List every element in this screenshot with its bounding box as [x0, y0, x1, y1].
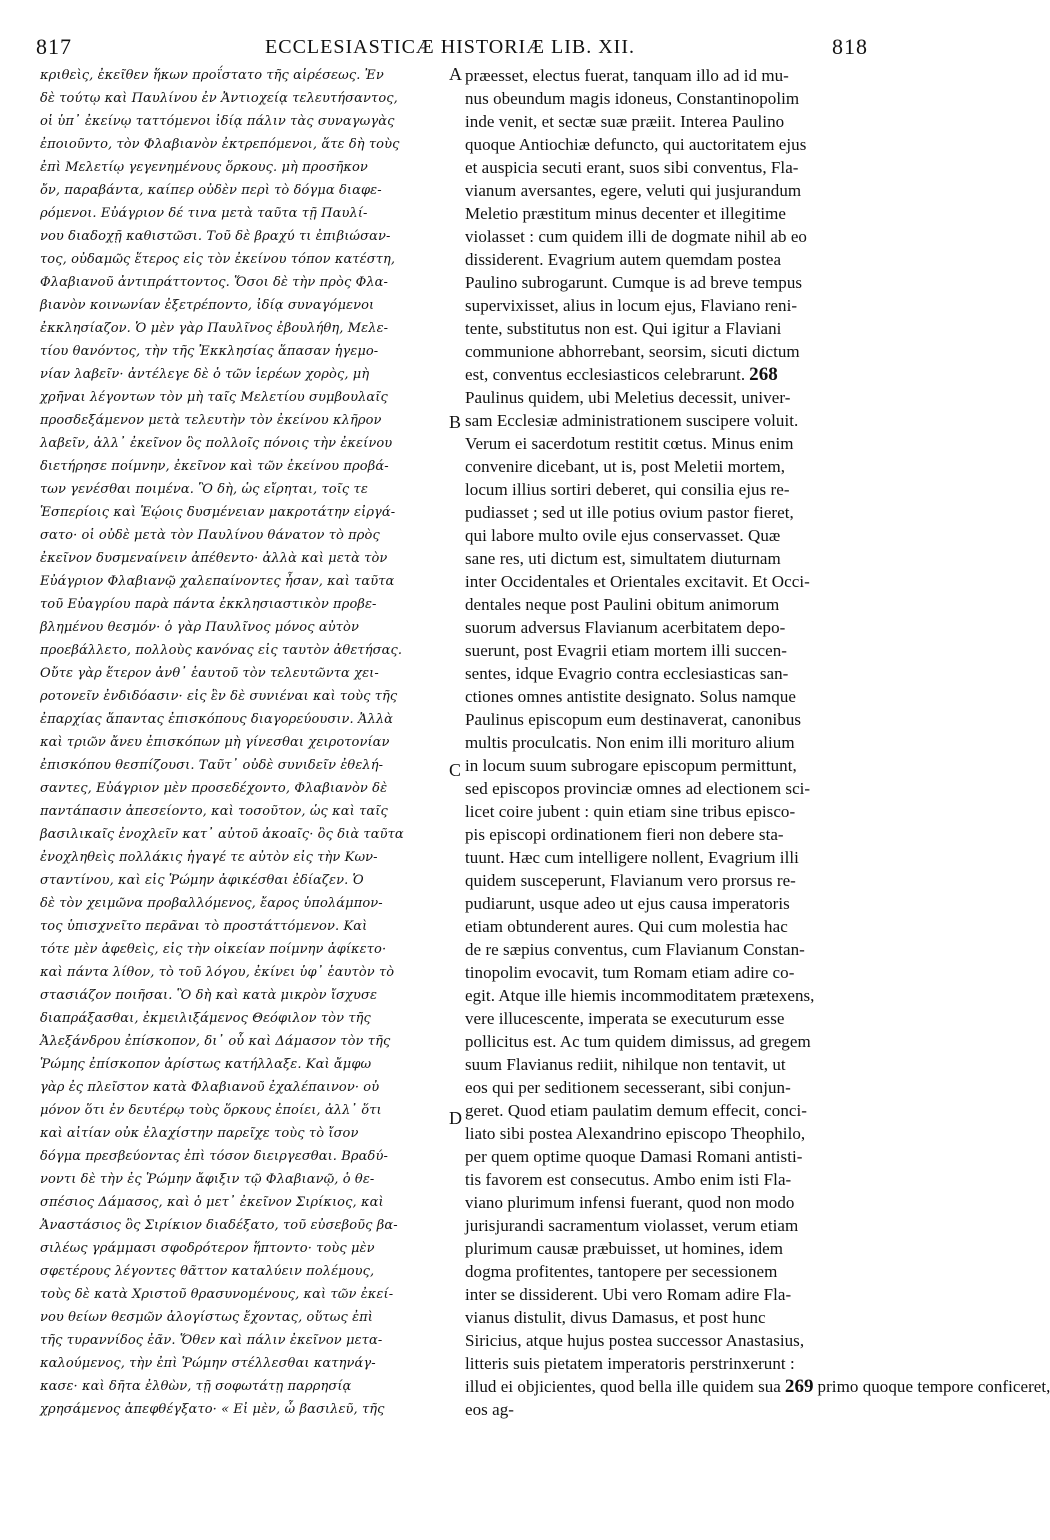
- latin-text-line: Paulino subrogarunt. Cumque is ad breve tempus: [465, 273, 803, 292]
- greek-text-line: τότε μὲν ἀφεθεὶς, εἰς τὴν οἰκείαν ποίμνην ἀφίκετο·: [40, 942, 387, 957]
- greek-text-line: διετήρησε ποίμνην, ἐκεῖνον καὶ τῶν ἐκείνου προβά-: [40, 459, 389, 474]
- greek-text-line: ἐπὶ Μελετίῳ γεγενημένους ὅρκους. μὴ προσῆκον: [40, 160, 368, 175]
- latin-text-line: eos ag-: [465, 1400, 514, 1419]
- greek-text-line: γὰρ ἐς πλεῖστον κατὰ Φλαβιανοῦ ἐχαλέπαινον· οὐ: [40, 1080, 380, 1095]
- latin-text-line: Verum ei sacerdotum restitit cœtus. Minus enim: [465, 434, 794, 453]
- greek-text-line: σταντίνου, καὶ εἰς Ῥώμην ἀφικέσθαι ἐδίαζεν. Ὁ: [40, 873, 364, 888]
- greek-text-line: σφετέρους λέγοντες θᾶττον καταλύειν πολέμους,: [40, 1264, 375, 1279]
- greek-text-line: χρῆναι λέγοντων τὸν μὴ ταῖς Μελετίου συμβουλαῖς: [40, 390, 388, 405]
- latin-text-line: inter Occidentales et Orientales excitavit. Et Occi-: [465, 572, 810, 591]
- latin-text-line: in locum suum subrogare episcopum permittunt,: [465, 756, 797, 775]
- latin-text-line: quoque Antiochiæ defuncto, qui auctoritatem ejus: [465, 135, 807, 154]
- latin-text-line: suerunt, post Evagrii etiam mortem illi succen-: [465, 641, 787, 660]
- greek-text-line: βλημένου θεσμόν· ὁ γὰρ Παυλῖνος μόνος αὐτὸν: [40, 620, 359, 635]
- latin-text-line: eos qui per seditionem secesserant, sibi conjun-: [465, 1078, 791, 1097]
- page-number-right: 818: [832, 34, 868, 59]
- greek-text-line: Ἀναστάσιος ὃς Σιρίκιον διαδέξατο, τοῦ εὐσεβοῦς βα-: [40, 1218, 398, 1233]
- latin-text-line: Paulinus episcopum eum destinaverat, canonibus: [465, 710, 802, 729]
- greek-text-line: Ῥώμης ἐπίσκοπον ἀρίστως κατήλλαξε. Καὶ ἄμφω: [40, 1057, 372, 1072]
- greek-text-line: κριθεὶς, ἐκεῖθεν ἥκων προΐστατο τῆς αἱρέσεως. Ἐν: [40, 68, 384, 83]
- latin-text-line: dogma profitentes, tantopere per secessionem: [465, 1262, 778, 1281]
- greek-text-line: καλούμενος, τὴν ἐπὶ Ῥώμην στέλλεσθαι κατηνάγ-: [40, 1356, 376, 1371]
- greek-text-line: νίαν λαβεῖν· ἀντέλεγε δὲ ὁ τῶν ἱερέων χορὸς, μὴ: [40, 367, 370, 382]
- latin-text-line: communione abhorrebant, seorsim, sicuti dictum: [465, 342, 800, 361]
- greek-text-line: δὲ τὸν χειμῶνα προβαλλόμενος, ἔαρος ὑπολάμπον-: [40, 896, 383, 911]
- greek-text-line: σατο· οἱ οὐδὲ μετὰ τὸν Παυλίνου θάνατον τὸ πρὸς: [40, 528, 380, 543]
- latin-text-line: inter se dissiderent. Ubi vero Romam adire Fla-: [465, 1285, 792, 1304]
- latin-text-line: inde venit, et sectæ suæ præiit. Interea Paulino: [465, 112, 785, 131]
- latin-text-line: de re sæpius conventus, cum Flavianum Constan-: [465, 940, 805, 959]
- greek-text-line: τοὺς δὲ κατὰ Χριστοῦ θρασυνομένους, καὶ τῶν ἐκεί-: [40, 1287, 394, 1302]
- greek-text-line: νου θείων θεσμῶν ἀλογίστως ἔχοντας, οὕτως ἐπὶ: [40, 1310, 374, 1325]
- greek-text-line: ἐπισκόπου θεσπίζουσι. Ταῦτ᾽ οὐδὲ συνιδεῖν ἐθελή-: [40, 758, 384, 773]
- latin-text-line: qui labore multo ovile ejus conservasset. Quæ: [465, 526, 781, 545]
- latin-text-line: licet coire jubent : quin etiam sine tribus episco-: [465, 802, 796, 821]
- greek-text-line: προεβάλλετο, πολλοὺς κανόνας εἰς ταυτὸν ἀθετήσας.: [40, 643, 403, 658]
- latin-text-line: vianus distulit, divus Damasus, et post hunc: [465, 1308, 766, 1327]
- margin-number-269: 269: [784, 1376, 814, 1397]
- greek-text-line: νου διαδοχῇ καθιστῶσι. Τοῦ δὲ βραχύ τι ἐπιβιώσαν-: [40, 229, 391, 244]
- latin-text-line-content: est, conventus ecclesiasticos celebrarunt.: [465, 365, 746, 384]
- latin-text-line: pollicitus est. Ac tum quidem dimissus, ad gregem: [465, 1032, 811, 1051]
- greek-text-line: Ἑσπερίοις καὶ Ἑῴοις δυσμένειαν μακροτάτην εἰργά-: [40, 505, 396, 520]
- latin-text-line: violasset : cum quidem illi de dogmate nihil ab eo: [465, 227, 807, 246]
- section-marker-a: A: [449, 64, 462, 84]
- greek-text-line: καὶ τριῶν ἄνευ ἐπισκόπων μὴ γίνεσθαι χειροτονίαν: [40, 735, 390, 750]
- greek-text-line: χρησάμενος ἀπεφθέγξατο· « Εἰ μὲν, ὦ βασιλεῦ, τῆς: [40, 1402, 385, 1417]
- greek-text-line: ἐνοχληθεὶς πολλάκις ἠγαγέ τε αὐτὸν εἰς τὴν Κων-: [40, 850, 378, 865]
- latin-text-line: plurimum causæ præbuisset, ut homines, idem: [465, 1239, 784, 1258]
- greek-text-line: ροτονεῖν ἐνδιδόασιν· εἰς ἓν δὲ συνιέναι καὶ τοὺς τῆς: [40, 689, 398, 704]
- latin-text-line: convenire dicebant, ut is, post Meletii mortem,: [465, 457, 786, 476]
- greek-text-line: ἐπαρχίας ἅπαντας ἐπισκόπους διαγορεύουσιν. Ἀλλὰ: [40, 712, 394, 727]
- greek-text-line: σιλέως γράμμασι σφοδρότερον ἥπτοντο· τοὺς μὲν: [40, 1241, 375, 1256]
- latin-text-line: [465, 1375, 1050, 1398]
- greek-text-column: [40, 64, 452, 1421]
- greek-text-line: λαβεῖν, ἀλλ᾽ ἐκεῖνον ὃς πολλοῖς πόνοις τὴν ἐκείνου: [40, 436, 393, 451]
- section-marker-d: D: [449, 1108, 462, 1128]
- greek-text-line: βιανὸν κοινωνίαν ἐξετρέποντο, ἰδίᾳ συναγόμενοι: [40, 298, 375, 313]
- greek-text-line: τῆς τυραννίδος ἐᾶν. Ὅθεν καὶ πάλιν ἐκεῖνον μετα-: [40, 1333, 383, 1348]
- latin-text-line: et auspicia secuti erant, suos sibi conventus, Fla-: [465, 158, 799, 177]
- latin-text-line: pudiarunt, usque adeo ut ejus causa imperatoris: [465, 894, 790, 913]
- greek-text-line: ἐκκλησίαζον. Ὁ μὲν γὰρ Παυλῖνος ἐβουλήθη, Μελε-: [40, 321, 389, 336]
- running-title: ECCLESIASTICÆ HISTORIÆ LIB. XII.: [265, 36, 635, 58]
- page-number-left: 817: [36, 34, 72, 59]
- greek-text-line: προσδεξάμενον μετὰ τελευτὴν τὸν ἐκείνου κλῆρον: [40, 413, 382, 428]
- latin-text-line: Paulinus quidem, ubi Meletius decessit, univer-: [465, 388, 791, 407]
- latin-text-line: locum illius sortiri deberet, qui consilia ejus re-: [465, 480, 790, 499]
- greek-text-line: Οὔτε γὰρ ἕτερον ἀνθ᾽ ἑαυτοῦ τὸν τελευτῶντα χει-: [40, 666, 379, 681]
- latin-text-column: [465, 64, 1050, 1421]
- latin-text-line: ctiones omnes antistite designato. Solus namque: [465, 687, 796, 706]
- greek-text-line: ἐκεῖνον δυσμεναίνειν ἀπέθεντο· ἀλλὰ καὶ μετὰ τὸν: [40, 551, 388, 566]
- greek-text-line: δόγμα πρεσβεύοντας ἐπὶ τόσον διειργεσθαι. Βραδύ-: [40, 1149, 388, 1164]
- greek-text-line: των γενέσθαι ποιμένα. Ὃ δὴ, ὡς εἴρηται, τοῖς τε: [40, 482, 368, 497]
- latin-text-line: jurisjurandi sacramentum violasset, verum etiam: [465, 1216, 799, 1235]
- latin-text-line: præesset, electus fuerat, tanquam illo ad id mu-: [465, 66, 789, 85]
- section-marker-c: C: [449, 760, 462, 780]
- latin-text-line: vianum aversantes, egere, veluti qui jusjurandum: [465, 181, 802, 200]
- latin-text-line: nus obeundum magis idoneus, Constantinopolim: [465, 89, 800, 108]
- latin-text-line: vere illucescente, imperata se executurum esse: [465, 1009, 785, 1028]
- greek-text-line: ρόμενοι. Εὐάγριον δέ τινα μετὰ ταῦτα τῇ Παυλί-: [40, 206, 368, 221]
- greek-text-line: τος, οὐδαμῶς ἕτερος εἰς τὸν ἐκείνου τόπον κατέστη,: [40, 252, 396, 267]
- latin-text-line-content: illud ei objicientes, quod bella ille quidem sua: [465, 1377, 781, 1396]
- greek-text-line: Ἀλεξάνδρου ἐπίσκοπον, δι᾽ οὗ καὶ Δάμασον τὸν τῆς: [40, 1034, 391, 1049]
- greek-text-line: νοντι δὲ τὴν ἐς Ῥώμην ἄφιξιν τῷ Φλαβιανῷ, ὁ θε-: [40, 1172, 375, 1187]
- greek-text-line: καὶ πάντα λίθον, τὸ τοῦ λόγου, ἐκίνει ὑφ᾽ ἑαυτὸν τὸ: [40, 965, 395, 980]
- latin-text-line: tinopolim evocavit, tum Romam etiam adire co-: [465, 963, 795, 982]
- latin-text-line: dissiderent. Evagrium autem quemdam postea: [465, 250, 782, 269]
- latin-text-line: Meletio præstitum minus decenter et illegitime: [465, 204, 786, 223]
- greek-text-line: ἐποιοῦντο, τὸν Φλαβιανὸν ἐκτρεπόμενοι, ἅτε δὴ τοὺς: [40, 137, 400, 152]
- greek-text-line: τος ὑπισχνεῖτο περᾶναι τὸ προστάττόμενον. Καὶ: [40, 919, 368, 934]
- greek-text-line: μόνον ὅτι ἐν δευτέρῳ τοὺς ὅρκους ἐποίει, ἀλλ᾽ ὅτι: [40, 1103, 382, 1118]
- greek-text-line: Εὐάγριον Φλαβιανῷ χαλεπαίνοντες ἦσαν, καὶ ταῦτα: [40, 574, 395, 589]
- greek-text-line: κασε· καὶ δῆτα ἐλθὼν, τῇ σοφωτάτῃ παρρησίᾳ: [40, 1379, 352, 1394]
- latin-text-line: egit. Atque ille hiemis incommoditatem prætexens,: [465, 986, 815, 1005]
- latin-text-line: litteris suis pietatem imperatoris perstrinxerunt :: [465, 1354, 795, 1373]
- latin-text-line: tis favorem est consecutus. Ambo enim isti Fla-: [465, 1170, 792, 1189]
- greek-text-line: παντάπασιν ἀπεσείοντο, καὶ τοσοῦτον, ὡς καὶ ταῖς: [40, 804, 388, 819]
- greek-text-line: ὄν, παραβάντα, καίπερ οὐδὲν περὶ τὸ δόγμα διαφε-: [40, 183, 382, 198]
- latin-text-line: primo quoque tempore conficeret,: [817, 1377, 1050, 1396]
- latin-text-line: suorum adversus Flavianum acerbitatem depo-: [465, 618, 786, 637]
- greek-text-line: Φλαβιανοῦ ἀντιπράττοντος. Ὅσοι δὲ τὴν πρὸς Φλα-: [40, 275, 389, 290]
- latin-text-line: pudiasset ; sed ut ille potius ovium pastor fieret,: [465, 503, 794, 522]
- latin-text-line: viano plurimum infensi fuerant, quod non modo: [465, 1193, 795, 1212]
- latin-text-line: liato sibi postea Alexandrino episcopo Theophilo,: [465, 1124, 806, 1143]
- greek-text-line: τίου θανόντος, τὴν τῆς Ἐκκλησίας ἅπασαν ἡγεμο-: [40, 344, 379, 359]
- latin-text-line: multis proculcatis. Non enim illi morituro alium: [465, 733, 795, 752]
- latin-text-line: sam Ecclesiæ administrationem suscipere voluit.: [465, 411, 799, 430]
- latin-text-line: supervixisset, alius in locum ejus, Flaviano reni-: [465, 296, 798, 315]
- greek-text-line: στασιάζον ποιῆσαι. Ὃ δὴ καὶ κατὰ μικρὸν ἴσχυσε: [40, 988, 378, 1003]
- latin-text-line: geret. Quod etiam paulatim demum effecit, conci-: [465, 1101, 807, 1120]
- latin-text-line: dentales neque post Paulini obitum animorum: [465, 595, 780, 614]
- latin-text-line: tuunt. Hæc cum intelligere nollent, Evagrium illi: [465, 848, 799, 867]
- greek-text-line: βασιλικαῖς ἐνοχλεῖν κατ᾽ αὐτοῦ ἀκοαῖς· ὃς διὰ ταῦτα: [40, 827, 404, 842]
- greek-text-line: σαντες, Εὐάγριον μὲν προσεδέχοντο, Φλαβιανὸν δὲ: [40, 781, 388, 796]
- latin-text-line: suum Flavianus rediit, nihilque non tentavit, ut: [465, 1055, 786, 1074]
- greek-text-line: καὶ αἰτίαν οὐκ ἐλαχίστην παρεῖχε τοὺς τὸ ἴσον: [40, 1126, 359, 1141]
- greek-text-line: διαπράξασθαι, ἐκμειλιξάμενος Θεόφιλον τὸν τῆς: [40, 1011, 371, 1026]
- greek-text-line: σπέσιος Δάμασος, καὶ ὁ μετ᾽ ἐκεῖνον Σιρίκιος, καὶ: [40, 1195, 384, 1210]
- latin-text-line: sane res, uti dictum est, simultatem diuturnam: [465, 549, 781, 568]
- latin-text-line: sed episcopos provinciæ omnes ad electionem sci-: [465, 779, 811, 798]
- latin-text-line: quidem susceperunt, Flavianum vero prorsus re-: [465, 871, 796, 890]
- greek-text-line: οἱ ὑπ᾽ ἐκείνῳ ταττόμενοι ἰδίᾳ πάλιν τὰς συναγωγὰς: [40, 114, 395, 129]
- page-header: [30, 34, 870, 60]
- latin-text-line: tente, substitutus non est. Qui igitur a Flaviani: [465, 319, 782, 338]
- section-marker-b: B: [449, 412, 462, 432]
- latin-text-line: pis episcopi ordinationem fieri non debere sta-: [465, 825, 784, 844]
- greek-text-line: τοῦ Εὐαγρίου παρὰ πάντα ἐκκλησιαστικὸν προβε-: [40, 597, 377, 612]
- latin-text-line: Siricius, atque hujus postea successor Anastasius,: [465, 1331, 805, 1350]
- greek-text-line: δὲ τούτῳ καὶ Παυλίνου ἐν Ἀντιοχείᾳ τελευτήσαντος,: [40, 91, 398, 106]
- margin-number-268: 268: [749, 364, 778, 385]
- latin-text-line: sentes, idque Evagrio contra ecclesiasticas san-: [465, 664, 789, 683]
- latin-text-line: etiam obtunderent aures. Qui cum molestia hac: [465, 917, 788, 936]
- latin-text-line: per quem optime quoque Damasi Romani antisti-: [465, 1147, 803, 1166]
- latin-text-line: [465, 363, 865, 386]
